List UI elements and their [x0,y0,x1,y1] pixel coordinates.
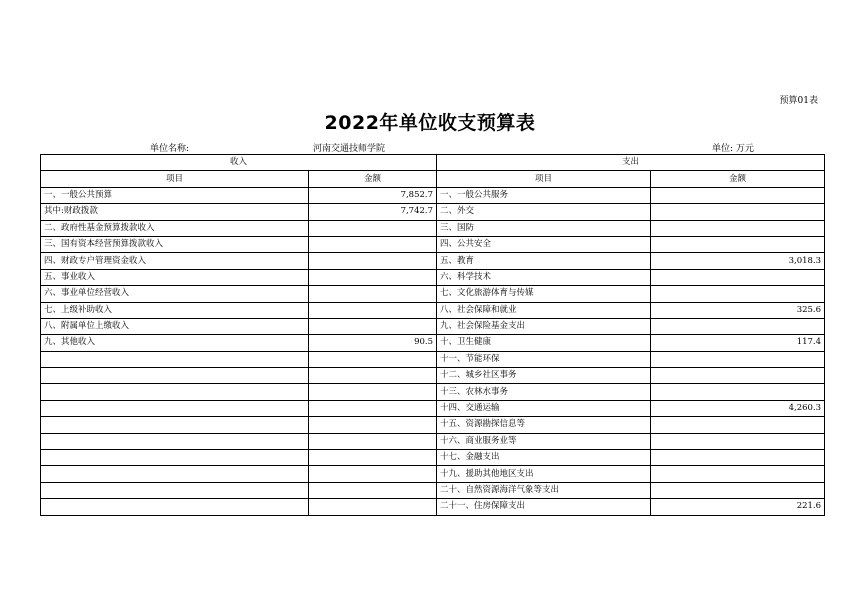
table-row [41,236,825,252]
table-row [41,220,825,236]
expense-item-cell: 六、科学技术 [437,269,651,285]
expense-amount-cell [651,351,825,367]
money-unit: 单位: 万元 [712,144,754,154]
income-amount-cell [309,499,437,515]
expense-amount-cell: 3,018.3 [651,253,825,269]
income-amount-cell [309,417,437,433]
expense-item-cell: 十五、资源勘探信息等 [437,417,651,433]
expense-item-cell: 十三、农林水事务 [437,384,651,400]
income-amount-cell [309,400,437,416]
expense-item-cell: 八、社会保障和就业 [437,302,651,318]
table-row [41,351,825,367]
expense-amount-cell [651,269,825,285]
expense-amount-cell [651,318,825,334]
income-amount-cell [309,302,437,318]
expense-amount-cell: 4,260.3 [651,400,825,416]
table-row [41,417,825,433]
expense-item-cell: 二十、自然资源海洋气象等支出 [437,482,651,498]
income-item-cell: 三、国有资本经营预算拨款收入 [41,236,309,252]
column-header-row [41,171,825,187]
expense-amount-cell: 117.4 [651,335,825,351]
expense-amount-cell [651,368,825,384]
income-amount-cell [309,384,437,400]
expense-amount-cell [651,417,825,433]
income-amount-cell [309,433,437,449]
table-row [41,499,825,515]
page-title: 2022年单位收支预算表 [324,112,536,134]
expense-item-cell: 九、社会保险基金支出 [437,318,651,334]
income-amount-cell: 7,852.7 [309,187,437,203]
expense-item-cell: 七、文化旅游体育与传媒 [437,286,651,302]
expense-amount-cell [651,204,825,220]
expense-amount-cell: 325.6 [651,302,825,318]
expense-item-cell: 四、公共安全 [437,236,651,252]
table-row [41,482,825,498]
expense-amount-cell [651,384,825,400]
expense-amount-cell [651,466,825,482]
income-amount-cell [309,318,437,334]
income-item-cell: 七、上级补助收入 [41,302,309,318]
expense-item-cell: 十六、商业服务业等 [437,433,651,449]
expense-amount-cell [651,220,825,236]
table-row [41,400,825,416]
income-section-header: 收入 [41,155,437,171]
income-item-cell: 五、事业收入 [41,269,309,285]
income-item-cell: 其中:财政拨款 [41,204,309,220]
income-amount-header: 金额 [309,171,437,187]
expense-amount-cell [651,187,825,203]
income-amount-cell [309,482,437,498]
income-amount-cell [309,351,437,367]
expense-amount-cell [651,286,825,302]
table-row [41,368,825,384]
expense-item-cell: 五、教育 [437,253,651,269]
table-row [41,269,825,285]
income-amount-cell [309,220,437,236]
income-amount-cell [309,368,437,384]
income-amount-cell: 7,742.7 [309,204,437,220]
section-header-row [41,155,825,171]
expense-item-cell: 十九、援助其他地区支出 [437,466,651,482]
income-item-cell [41,384,309,400]
expense-item-header: 项目 [437,171,651,187]
expense-item-cell: 十四、交通运输 [437,400,651,416]
income-amount-cell [309,269,437,285]
unit-name: 河南交通技师学院 [313,144,386,154]
table-row [41,204,825,220]
income-item-cell [41,417,309,433]
expense-amount-cell [651,482,825,498]
expense-section-header: 支出 [437,155,825,171]
expense-item-cell: 十七、金融支出 [437,450,651,466]
table-row [41,318,825,334]
budget-table [40,154,825,516]
income-item-cell: 六、事业单位经营收入 [41,286,309,302]
income-item-cell: 四、财政专户管理资金收入 [41,253,309,269]
expense-item-cell: 二十一、住房保障支出 [437,499,651,515]
income-item-cell: 九、其他收入 [41,335,309,351]
income-amount-cell: 90.5 [309,335,437,351]
expense-amount-cell [651,236,825,252]
income-item-header: 项目 [41,171,309,187]
table-row [41,450,825,466]
form-id: 预算01表 [779,96,818,106]
expense-item-cell: 十二、城乡社区事务 [437,368,651,384]
expense-item-cell: 二、外交 [437,204,651,220]
unit-name-label: 单位名称: [150,144,190,154]
table-row [41,433,825,449]
income-item-cell [41,433,309,449]
income-amount-cell [309,253,437,269]
income-amount-cell [309,466,437,482]
expense-amount-cell [651,433,825,449]
income-item-cell: 一、一般公共预算 [41,187,309,203]
table-row [41,466,825,482]
income-item-cell [41,466,309,482]
income-item-cell [41,400,309,416]
income-item-cell [41,368,309,384]
table-row [41,302,825,318]
expense-amount-cell: 221.6 [651,499,825,515]
income-amount-cell [309,236,437,252]
income-item-cell [41,499,309,515]
income-item-cell: 八、附属单位上缴收入 [41,318,309,334]
table-row [41,253,825,269]
income-item-cell [41,482,309,498]
expense-amount-cell [651,450,825,466]
expense-item-cell: 十、卫生健康 [437,335,651,351]
income-amount-cell [309,286,437,302]
table-row [41,335,825,351]
table-row [41,384,825,400]
expense-item-cell: 一、一般公共服务 [437,187,651,203]
income-item-cell: 二、政府性基金预算拨款收入 [41,220,309,236]
income-item-cell [41,351,309,367]
income-amount-cell [309,450,437,466]
expense-item-cell: 三、国防 [437,220,651,236]
expense-amount-header: 金额 [651,171,825,187]
table-row [41,187,825,203]
income-item-cell [41,450,309,466]
expense-item-cell: 十一、节能环保 [437,351,651,367]
table-row [41,286,825,302]
